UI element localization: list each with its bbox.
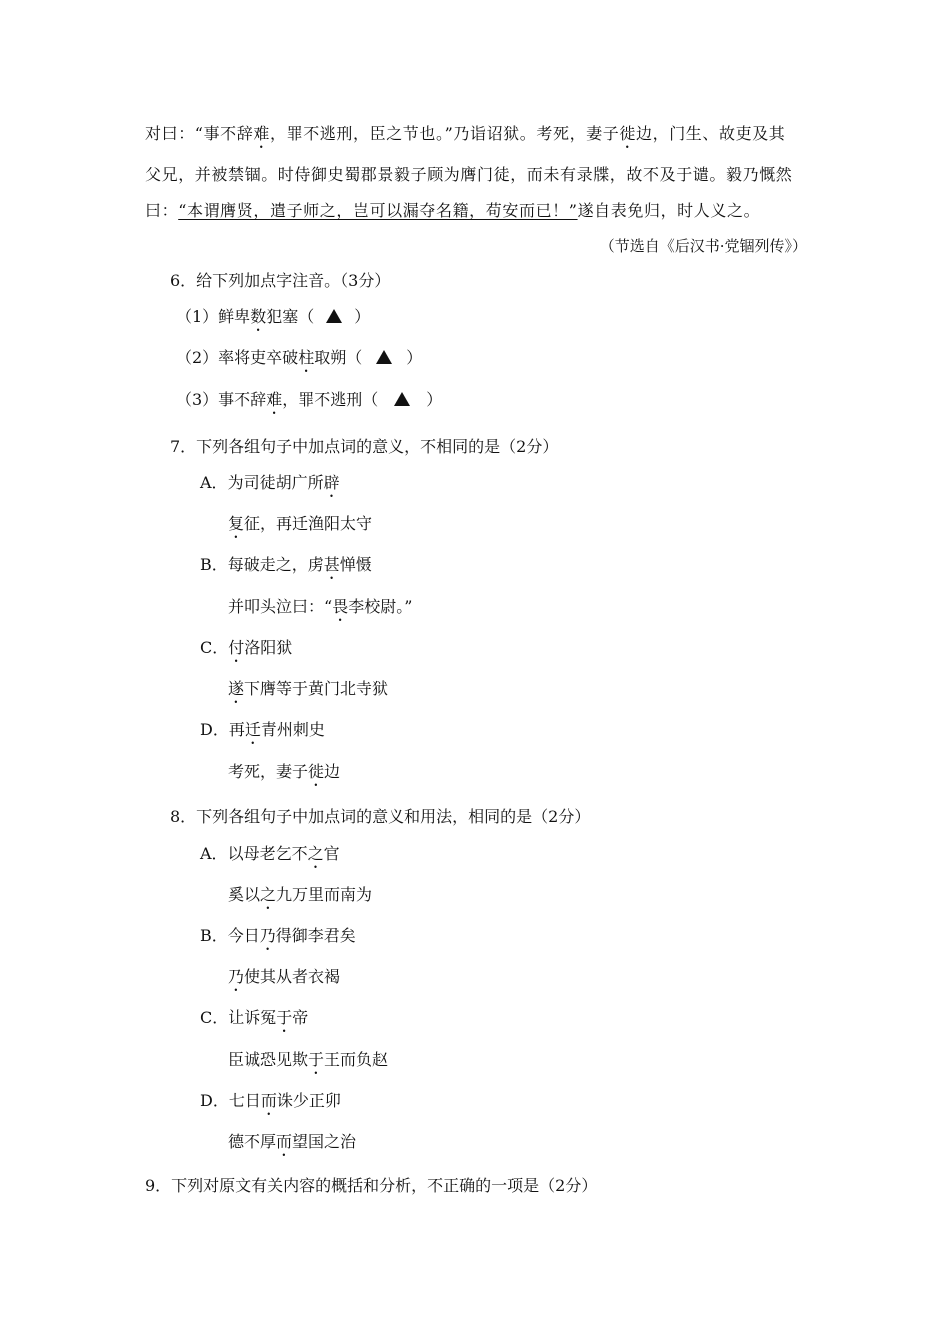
question-7-option-a-line-2 (228, 514, 372, 542)
emphasized-char: 难 (266, 390, 283, 409)
question-7-option-c-line-2 (228, 679, 388, 707)
emphasized-char: 乃 (259, 926, 276, 945)
option-label: B． (200, 926, 228, 945)
item-text: （3）事不辞 (176, 390, 267, 409)
emphasized-char: 于 (276, 1008, 293, 1027)
passage-text: 遂自表免归，时人义之。 (577, 201, 761, 220)
question-7-option-b-line-2 (228, 597, 412, 625)
option-label: C． (200, 1008, 229, 1027)
option-text: 边 (324, 762, 341, 781)
emphasized-char: 之 (307, 844, 324, 863)
emphasized-char: 畏 (332, 597, 349, 616)
passage-line-3 (145, 201, 760, 221)
option-text: 为司徒胡广所 (227, 473, 324, 492)
option-text: 惮慑 (339, 555, 372, 574)
item-text: （2）率将吏卒破 (176, 348, 299, 367)
option-text: 帝 (292, 1008, 309, 1027)
question-8-option-d (200, 1091, 341, 1119)
triangle-icon (376, 350, 392, 364)
emphasized-char: 乃 (228, 967, 245, 986)
item-text: 取朔（ (314, 348, 363, 367)
passage-text: ，罪不逃刑，臣之节也。”乃诣诏狱。考死，妻子 (270, 124, 620, 143)
option-text: 让诉冤 (228, 1008, 277, 1027)
triangle-icon (326, 309, 342, 323)
underlined-sentence: “本谓膺贤，遣子师之，岂可以漏夺名籍，苟安而已！” (178, 201, 578, 220)
emphasized-char: 难 (253, 124, 270, 143)
option-text: 得御李君矣 (275, 926, 356, 945)
item-text: ） (354, 307, 371, 326)
question-6-item-1 (176, 307, 370, 335)
option-text: 望国之治 (292, 1132, 357, 1151)
option-label: C． (200, 638, 229, 657)
option-label: A． (200, 844, 228, 863)
passage-line-1 (145, 124, 785, 152)
question-8-option-a-line-2 (228, 885, 372, 913)
option-text: 洛阳狱 (244, 638, 293, 657)
option-label: D． (200, 1091, 229, 1110)
question-8-option-b-line-2 (228, 967, 340, 995)
passage-text: 对曰：“事不辞 (145, 124, 254, 143)
question-7-title: 7．下列各组句子中加点词的意义，不相同的是（2分） (170, 437, 559, 456)
question-7-option-d-line-2 (228, 762, 340, 790)
question-8-title: 8．下列各组句子中加点词的意义和用法，相同的是（2分） (170, 807, 591, 826)
item-text: ） (406, 348, 423, 367)
item-text: 犯塞（ (266, 307, 315, 326)
option-text: 征，再迁渔阳太守 (244, 514, 373, 533)
emphasized-char: 甚 (323, 555, 340, 574)
option-text: 考死，妻子 (228, 762, 309, 781)
question-8-option-c-line-2 (228, 1050, 388, 1078)
question-8-option-c (200, 1008, 308, 1036)
option-text: 并叩头泣曰：“ (228, 597, 333, 616)
emphasized-char: 数 (250, 307, 267, 326)
option-text: 官 (323, 844, 340, 863)
emphasized-char: 复 (228, 514, 245, 533)
emphasized-char: 遂 (228, 679, 245, 698)
option-text: 以母老乞不 (227, 844, 308, 863)
option-text: 奚以 (228, 885, 261, 904)
item-text: ，罪不逃刑（ (282, 390, 379, 409)
question-6-title: 6．给下列加点字注音。（3分） (170, 271, 391, 290)
question-8-option-b (200, 926, 356, 954)
option-text: 使其从者衣褐 (244, 967, 341, 986)
source-citation: （节选自《后汉书·党锢列传》） (599, 237, 807, 255)
question-8-option-a (200, 844, 340, 872)
emphasized-char: 付 (228, 638, 245, 657)
triangle-icon (394, 392, 410, 406)
option-text: 七日 (228, 1091, 261, 1110)
passage-text: 曰： (145, 201, 179, 220)
option-label: D． (200, 720, 229, 739)
emphasized-char: 于 (308, 1050, 325, 1069)
option-text: 青州刺史 (260, 720, 325, 739)
passage-text: 边，门生、故吏及其 (636, 124, 786, 143)
emphasized-char: 迁 (244, 720, 261, 739)
option-text: 下膺等于黄门北寺狱 (244, 679, 389, 698)
emphasized-char: 辟 (323, 473, 340, 492)
emphasized-char: 徙 (308, 762, 325, 781)
option-text: 李校尉。” (348, 597, 413, 616)
emphasized-char: 而 (260, 1091, 277, 1110)
option-text: 再 (228, 720, 245, 739)
question-7-option-c (200, 638, 292, 666)
emphasized-char: 而 (276, 1132, 293, 1151)
item-text: （1）鲜卑 (176, 307, 251, 326)
question-6-item-3 (176, 390, 442, 418)
option-text: 王而负赵 (324, 1050, 389, 1069)
item-text: ） (426, 390, 443, 409)
option-label: A． (200, 473, 228, 492)
option-text: 今日 (227, 926, 260, 945)
passage-line-2: 父兄，并被禁锢。时侍御史蜀郡景毅子顾为膺门徒，而未有录牒，故不及于谴。毅乃慨然 (145, 165, 793, 184)
question-9-title: 9．下列对原文有关内容的概括和分析，不正确的一项是（2分） (145, 1176, 598, 1195)
question-7-option-a (200, 473, 340, 501)
question-7-option-d (200, 720, 325, 748)
option-text: 德不厚 (228, 1132, 277, 1151)
emphasized-char: 徙 (619, 124, 636, 143)
question-7-option-b (200, 555, 372, 583)
option-label: B． (200, 555, 228, 574)
option-text: 诛少正卯 (276, 1091, 341, 1110)
emphasized-char: 之 (260, 885, 277, 904)
question-6-item-2 (176, 348, 422, 376)
emphasized-char: 柱 (298, 348, 315, 367)
option-text: 臣诚恐见欺 (228, 1050, 309, 1069)
option-text: 九万里而南为 (276, 885, 373, 904)
question-8-option-d-line-2 (228, 1132, 356, 1160)
option-text: 每破走之，虏 (227, 555, 324, 574)
